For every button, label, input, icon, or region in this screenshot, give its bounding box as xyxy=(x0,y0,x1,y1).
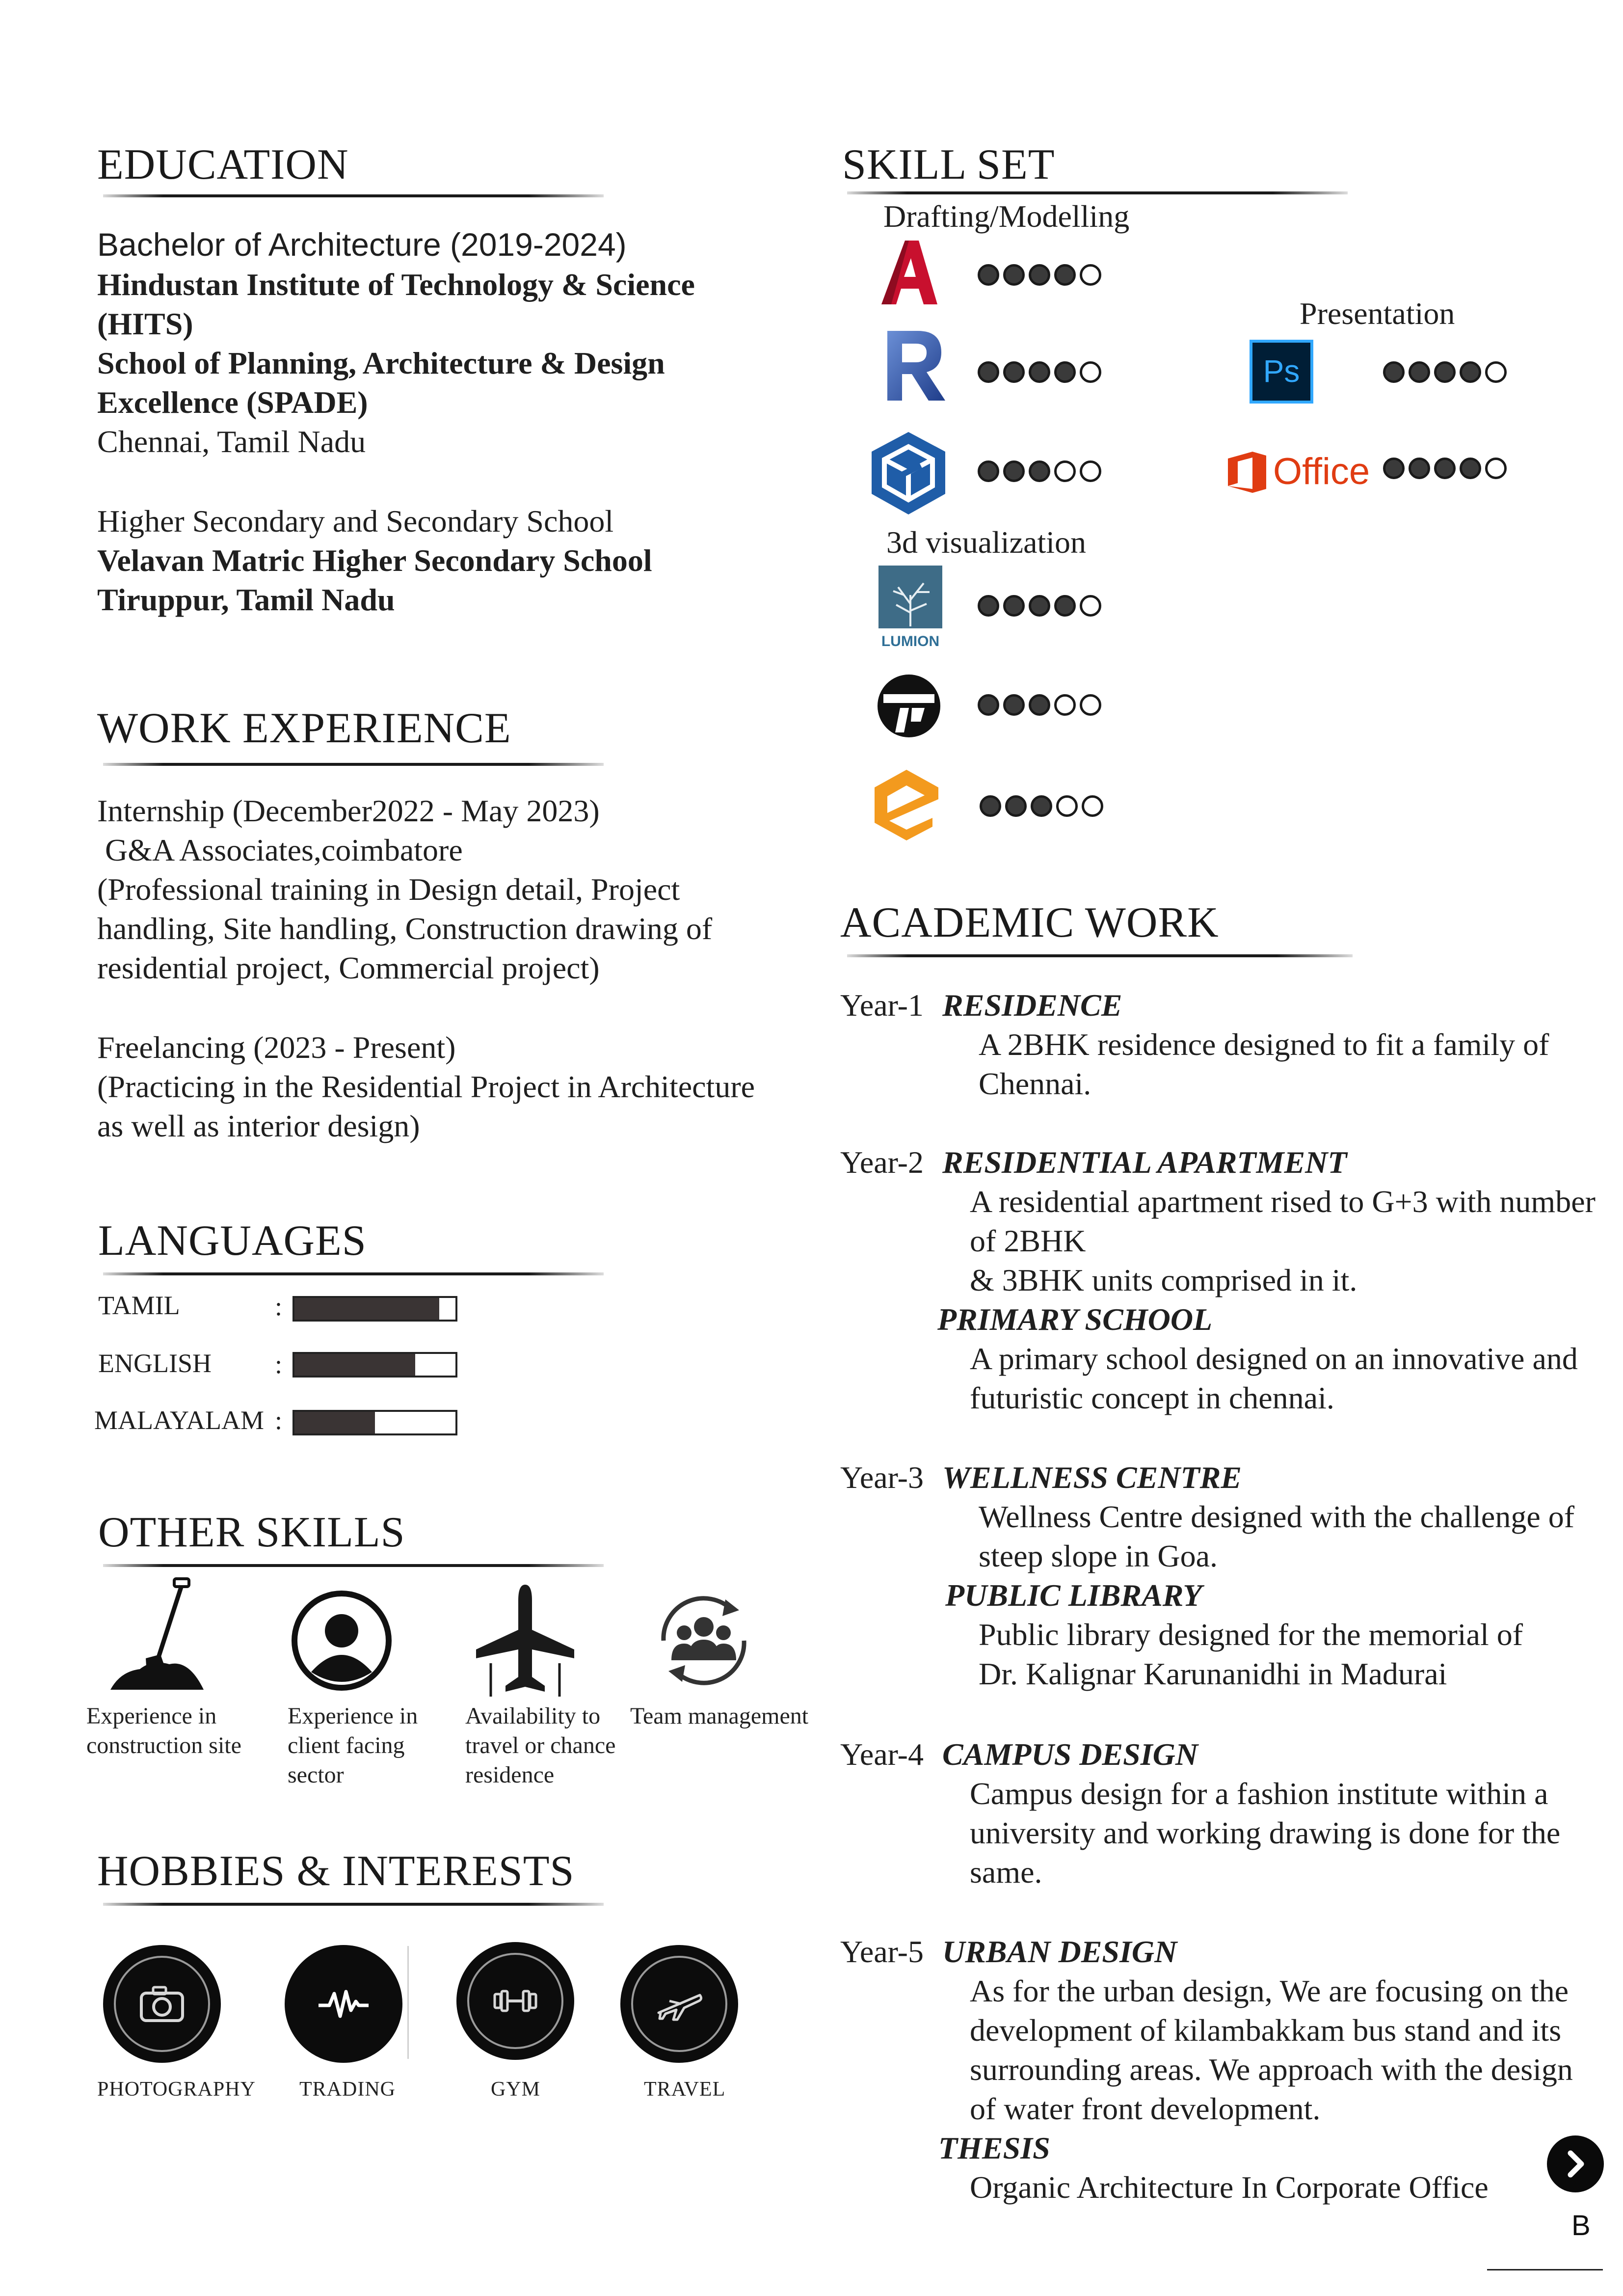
language-level-bar xyxy=(293,1352,457,1378)
other-skill-caption: sector xyxy=(288,1762,344,1788)
project-desc: same. xyxy=(970,1855,1042,1890)
rating-dot-filled xyxy=(978,460,999,482)
year-label: Year-4 xyxy=(840,1737,924,1772)
project-desc: Chennai. xyxy=(979,1066,1091,1101)
rating-dot-empty xyxy=(1080,264,1101,286)
other-skill-caption: Availability to xyxy=(465,1703,601,1729)
project-desc: futuristic concept in chennai. xyxy=(970,1380,1334,1415)
education-institution-1-line-2: (HITS) xyxy=(97,306,193,341)
education-location-1: Chennai, Tamil Nadu xyxy=(97,424,366,459)
rating-dot-empty xyxy=(1080,460,1101,482)
rating-dot-empty xyxy=(1054,694,1076,716)
rating-dot-filled xyxy=(1434,458,1456,479)
rating-dot-filled xyxy=(1383,458,1405,479)
project-desc: A residential apartment rised to G+3 with number xyxy=(970,1184,1596,1219)
language-level-fill xyxy=(294,1354,415,1376)
work-line: Internship (December2022 - May 2023) xyxy=(97,793,600,828)
work-line: as well as interior design) xyxy=(97,1108,420,1143)
drafting-label: Drafting/Modelling xyxy=(883,199,1130,234)
year-label: Year-5 xyxy=(840,1934,924,1969)
work-line: residential project, Commercial project) xyxy=(97,950,600,985)
rating-dot-empty xyxy=(1082,795,1103,817)
twinmotion-icon xyxy=(877,674,941,738)
hobby-label: PHOTOGRAPHY xyxy=(97,2078,256,2101)
rating-dot-filled xyxy=(1029,460,1050,482)
rating-dots xyxy=(978,460,1101,482)
project-desc: A 2BHK residence designed to fit a family of xyxy=(979,1027,1549,1062)
other-skill-caption: Team management xyxy=(630,1703,809,1729)
project-title: THESIS xyxy=(938,2131,1050,2165)
project-title: PRIMARY SCHOOL xyxy=(937,1302,1213,1337)
office-label: Office xyxy=(1273,451,1370,492)
page-letter: B xyxy=(1571,2210,1591,2242)
hobby-gym xyxy=(456,1942,574,2060)
language-separator: : xyxy=(275,1292,283,1321)
rating-dot-filled xyxy=(978,361,999,383)
other-skill-caption: Experience in xyxy=(288,1703,418,1729)
svg-text:LUMION: LUMION xyxy=(881,633,940,649)
chevron-right-icon xyxy=(1561,2149,1590,2179)
plane-icon xyxy=(655,1984,704,2024)
hobby-label: GYM xyxy=(491,2078,541,2101)
visualization-label: 3d visualization xyxy=(886,525,1087,560)
pulse-icon xyxy=(317,1987,371,2021)
rating-dot-filled xyxy=(1031,795,1052,817)
rating-dot-empty xyxy=(1485,458,1507,479)
rating-dot-filled xyxy=(978,595,999,617)
education-institution-2-line-2: Excellence (SPADE) xyxy=(97,385,368,420)
footer-rule xyxy=(1487,2269,1603,2270)
rating-dot-filled xyxy=(1460,361,1481,383)
sketchup-icon xyxy=(867,429,950,517)
rating-dot-filled xyxy=(1054,264,1076,286)
rating-dot-empty xyxy=(1054,460,1076,482)
rating-dots xyxy=(1383,458,1507,479)
other-skill-caption: travel or chance xyxy=(465,1732,616,1758)
photoshop-icon xyxy=(1250,340,1313,404)
rating-dot-filled xyxy=(1005,795,1027,817)
rating-dot-filled xyxy=(1029,694,1050,716)
rating-dot-filled xyxy=(1029,361,1050,383)
project-desc: & 3BHK units comprised in it. xyxy=(970,1263,1357,1297)
education-rule xyxy=(103,194,604,197)
hobbies-rule xyxy=(103,1903,604,1906)
project-desc: Campus design for a fashion institute within a xyxy=(970,1776,1548,1811)
academic-heading: ACADEMIC WORK xyxy=(840,899,1219,946)
education-school-name: Velavan Matric Higher Secondary School xyxy=(97,543,652,578)
language-level-fill xyxy=(294,1412,375,1433)
enscape-icon xyxy=(870,767,943,842)
other-skills-rule xyxy=(103,1564,604,1567)
rating-dot-filled xyxy=(1460,458,1481,479)
year-label: Year-1 xyxy=(840,988,924,1023)
hobby-label: TRAVEL xyxy=(644,2078,726,2101)
education-school-type: Higher Secondary and Secondary School xyxy=(97,504,614,539)
rating-dot-filled xyxy=(978,694,999,716)
project-desc: Wellness Centre designed with the challenge of xyxy=(979,1499,1575,1534)
language-name: ENGLISH xyxy=(98,1349,212,1378)
other-skill-caption: Experience in xyxy=(86,1703,217,1729)
work-line: Freelancing (2023 - Present) xyxy=(97,1030,456,1065)
hobby-trading xyxy=(285,1945,402,2063)
project-desc: surrounding areas. We approach with the design xyxy=(970,2052,1573,2087)
rating-dots xyxy=(1383,361,1507,383)
skill-set-rule xyxy=(847,191,1348,194)
project-title: RESIDENTIAL APARTMENT xyxy=(942,1145,1347,1180)
language-separator: : xyxy=(275,1405,283,1435)
year-label: Year-3 xyxy=(840,1460,924,1495)
year-label: Year-2 xyxy=(840,1145,924,1180)
project-desc: steep slope in Goa. xyxy=(979,1539,1218,1573)
work-line: (Professional training in Design detail, Project xyxy=(97,872,680,907)
project-title: WELLNESS CENTRE xyxy=(942,1460,1242,1495)
divider xyxy=(407,1946,409,2059)
rating-dot-filled xyxy=(1409,458,1430,479)
education-institution-2-line-1: School of Planning, Architecture & Design xyxy=(97,346,665,380)
rating-dot-filled xyxy=(1003,264,1025,286)
rating-dot-filled xyxy=(1029,264,1050,286)
rating-dot-filled xyxy=(978,264,999,286)
rating-dots xyxy=(978,361,1101,383)
language-name: MALAYALAM xyxy=(94,1405,265,1435)
rating-dot-filled xyxy=(1003,361,1025,383)
other-skills-heading: OTHER SKILLS xyxy=(98,1509,405,1556)
education-school-location: Tiruppur, Tamil Nadu xyxy=(97,582,395,617)
rating-dots xyxy=(980,795,1103,817)
work-line: handling, Site handling, Construction drawing of xyxy=(97,911,713,946)
presentation-label: Presentation xyxy=(1300,296,1455,331)
autocad-icon xyxy=(877,238,940,306)
work-heading: WORK EXPERIENCE xyxy=(97,704,511,752)
project-title: CAMPUS DESIGN xyxy=(942,1737,1198,1772)
work-line: G&A Associates,coimbatore xyxy=(97,833,463,867)
photoshop-glyph: Ps xyxy=(1263,353,1300,389)
rating-dot-filled xyxy=(1054,595,1076,617)
team-icon xyxy=(649,1582,759,1700)
hobby-travel xyxy=(620,1945,738,2063)
language-separator: : xyxy=(275,1350,283,1379)
project-desc: university and working drawing is done for the xyxy=(970,1815,1561,1850)
next-page-button[interactable] xyxy=(1547,2135,1604,2192)
education-degree: Bachelor of Architecture (2019-2024) xyxy=(97,226,627,263)
rating-dot-empty xyxy=(1056,795,1078,817)
language-level-bar xyxy=(293,1296,457,1322)
rating-dot-empty xyxy=(1080,361,1101,383)
hobby-label: TRADING xyxy=(299,2078,396,2101)
rating-dot-filled xyxy=(1054,361,1076,383)
other-skill-caption: client facing xyxy=(288,1732,405,1758)
project-desc: of water front development. xyxy=(970,2091,1321,2126)
language-level-bar xyxy=(293,1410,457,1435)
language-level-fill xyxy=(294,1298,439,1320)
rating-dots xyxy=(978,694,1101,716)
rating-dot-filled xyxy=(1003,595,1025,617)
project-title: RESIDENCE xyxy=(942,988,1122,1023)
dumbbell-icon xyxy=(492,1988,539,2014)
project-desc: development of kilambakkam bus stand and its xyxy=(970,2013,1562,2048)
project-desc: Public library designed for the memorial of xyxy=(979,1617,1523,1652)
rating-dot-empty xyxy=(1080,595,1101,617)
skill-set-heading: SKILL SET xyxy=(842,141,1055,189)
camera-icon xyxy=(139,1985,185,2023)
work-rule xyxy=(103,763,604,766)
rating-dot-filled xyxy=(1003,460,1025,482)
other-skill-caption: construction site xyxy=(86,1732,241,1758)
rating-dot-filled xyxy=(1409,361,1430,383)
rating-dot-filled xyxy=(1383,361,1405,383)
rating-dots xyxy=(978,264,1101,286)
other-skill-caption: residence xyxy=(465,1762,555,1788)
education-heading: EDUCATION xyxy=(97,141,349,189)
rating-dot-empty xyxy=(1080,694,1101,716)
project-desc: Dr. Kalignar Karunanidhi in Madurai xyxy=(979,1656,1447,1691)
rating-dot-filled xyxy=(1029,595,1050,617)
rating-dot-filled xyxy=(980,795,1001,817)
project-title: URBAN DESIGN xyxy=(942,1934,1177,1969)
rating-dot-filled xyxy=(1003,694,1025,716)
person-icon xyxy=(290,1589,394,1693)
lumion-icon xyxy=(878,566,942,649)
rating-dot-empty xyxy=(1485,361,1507,383)
academic-rule xyxy=(847,954,1353,957)
project-desc: As for the urban design, We are focusing on the xyxy=(970,1973,1569,2008)
hobby-photography xyxy=(103,1945,221,2063)
language-name: TAMIL xyxy=(98,1291,180,1320)
work-line: (Practicing in the Residential Project in Architecture xyxy=(97,1069,755,1104)
hobbies-heading: HOBBIES & INTERESTS xyxy=(97,1847,575,1895)
project-desc: A primary school designed on an innovative and xyxy=(970,1341,1578,1376)
revit-icon xyxy=(883,329,947,403)
rating-dots xyxy=(978,595,1101,617)
project-desc: of 2BHK xyxy=(970,1223,1086,1258)
airplane-icon xyxy=(471,1581,579,1699)
education-institution-1-line-1: Hindustan Institute of Technology & Science xyxy=(97,267,695,302)
languages-heading: LANGUAGES xyxy=(98,1217,367,1265)
office-icon xyxy=(1225,450,1269,495)
languages-rule xyxy=(103,1272,604,1275)
rating-dot-filled xyxy=(1434,361,1456,383)
project-title: PUBLIC LIBRARY xyxy=(945,1578,1202,1613)
shovel-icon xyxy=(106,1576,209,1694)
project-desc: Organic Architecture In Corporate Office xyxy=(970,2170,1489,2205)
